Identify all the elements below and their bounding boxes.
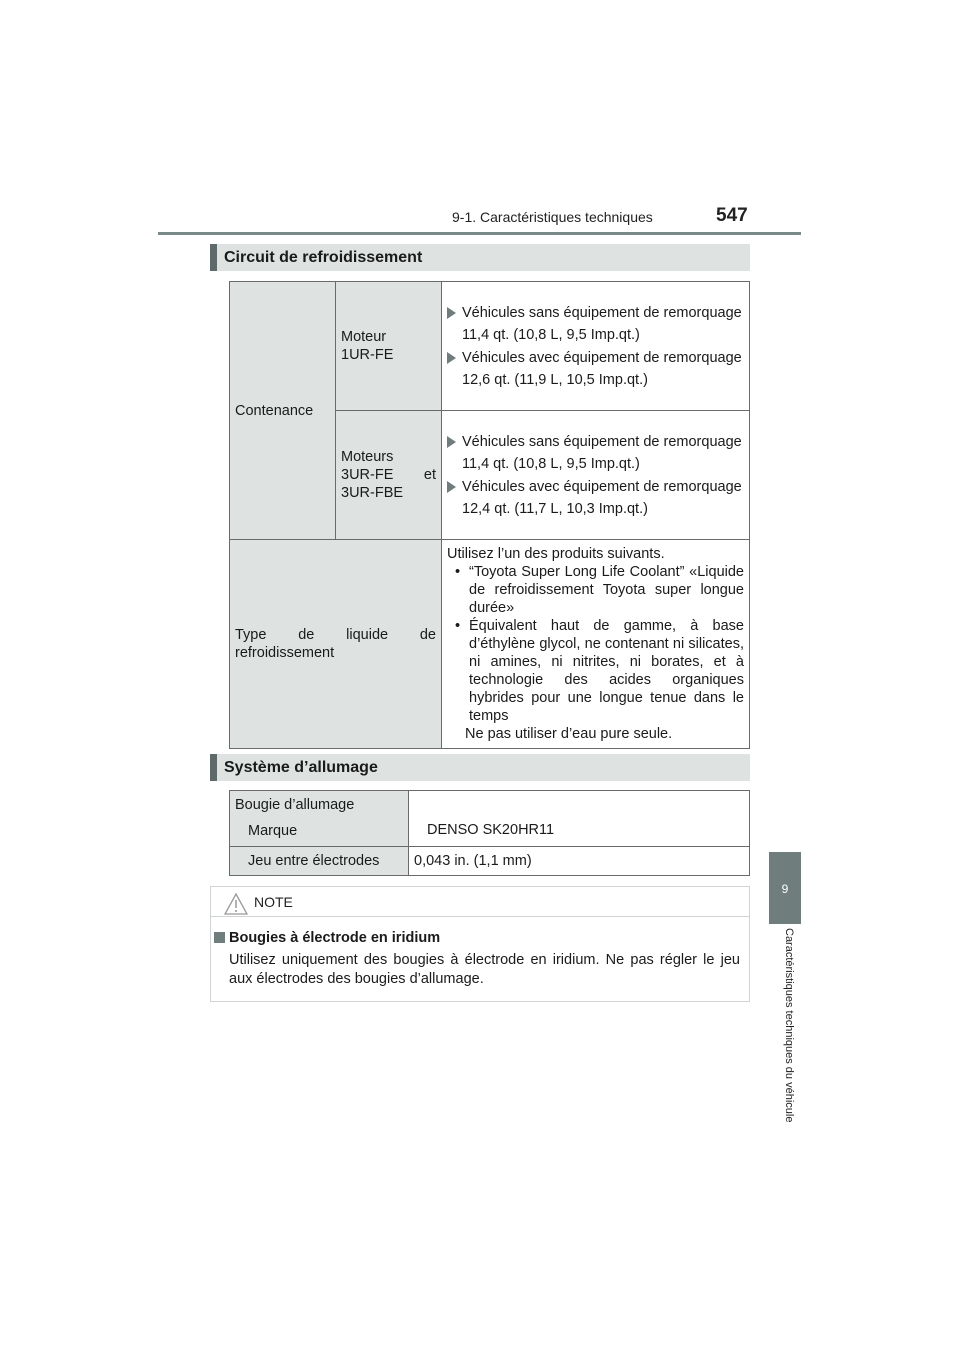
triangle-bullet-icon xyxy=(447,307,456,319)
engine2-label-line1: Moteurs xyxy=(341,449,394,465)
engine2-no-tow-value: 11,4 qt. (10,8 L, 9,5 Imp.qt.) xyxy=(462,455,640,472)
coolant-type-label: Type de liquide de refroidissement xyxy=(230,540,442,749)
list-item xyxy=(447,617,744,725)
list-item xyxy=(447,349,744,367)
triangle-bullet-icon xyxy=(447,436,456,448)
brand-label: Marque xyxy=(248,823,298,839)
engine1-label-text: Moteur 1UR-FE xyxy=(341,329,394,363)
note-label: NOTE xyxy=(254,894,293,910)
engine2-tow-label: Véhicules avec équipement de remorquage xyxy=(462,478,742,495)
header-rule xyxy=(158,232,801,235)
note-divider xyxy=(211,916,749,917)
table-row xyxy=(230,282,750,411)
capacity-label: Contenance xyxy=(230,282,336,540)
cooling-table xyxy=(229,281,750,749)
engine1-no-tow-label: Véhicules sans équipement de remorquage xyxy=(462,304,742,321)
triangle-bullet-icon xyxy=(447,481,456,493)
engine1-no-tow-value: 11,4 qt. (10,8 L, 9,5 Imp.qt.) xyxy=(462,326,640,343)
engine2-label-line3: 3UR-FBE xyxy=(341,485,404,501)
chapter-number: 9 xyxy=(781,882,789,896)
cooling-section-heading: Circuit de refroidissement xyxy=(210,244,750,271)
coolant-option-2: Équivalent haut de gamme, à base d’éthylène glycol, ne contenant ni silicates, ni amines, ni nitrites, ni borates, et à technologie des acides organiques hybrides pour une longue tenue dans le temps xyxy=(469,618,744,724)
page-number: 547 xyxy=(716,205,748,226)
note-body: Utilisez uniquement des bougies à électrode en iridium. Ne pas régler le jeu aux électrodes des bougies d’allumage. xyxy=(229,952,740,987)
bullet-icon: • xyxy=(455,618,461,634)
triangle-bullet-icon xyxy=(447,352,456,364)
spark-plug-cell xyxy=(230,791,409,847)
table-row xyxy=(230,847,750,876)
coolant-intro: Utilisez l’un des produits suivants. xyxy=(447,546,665,562)
table-row xyxy=(230,791,750,847)
coolant-values xyxy=(442,540,750,749)
square-bullet-icon xyxy=(214,932,225,943)
engine1-label xyxy=(336,282,442,411)
list-item xyxy=(447,563,744,617)
ignition-section-heading: Système d’allumage xyxy=(210,754,750,781)
engine2-label xyxy=(336,411,442,540)
list-item xyxy=(447,478,744,496)
engine2-tow-value: 12,4 qt. (11,7 L, 10,3 Imp.qt.) xyxy=(462,500,648,517)
coolant-option-1: “Toyota Super Long Life Coolant” «Liquide de refroidissement Toyota super longue durée» xyxy=(469,564,744,616)
list-item xyxy=(447,304,744,322)
gap-label: Jeu entre électrodes xyxy=(230,847,409,876)
note-heading: Bougies à électrode en iridium xyxy=(229,930,441,946)
engine2-no-tow-label: Véhicules sans équipement de remorquage xyxy=(462,433,742,450)
engine1-tow-value: 12,6 qt. (11,9 L, 10,5 Imp.qt.) xyxy=(462,371,648,388)
list-item xyxy=(447,433,744,451)
bullet-icon: • xyxy=(455,564,461,580)
engine2-values xyxy=(442,411,750,540)
warning-triangle-icon xyxy=(224,893,248,915)
spark-plug-label: Bougie d’allumage xyxy=(235,797,355,813)
chapter-label: Caractéristiques techniques du véhicule xyxy=(783,928,795,1123)
engine1-values xyxy=(442,282,750,411)
ignition-table xyxy=(229,790,750,876)
coolant-warning: Ne pas utiliser d’eau pure seule. xyxy=(465,726,673,742)
table-row xyxy=(230,540,750,749)
section-title: 9-1. Caractéristiques techniques xyxy=(452,209,653,225)
brand-value: DENSO SK20HR11 xyxy=(409,791,750,847)
gap-value: 0,043 in. (1,1 mm) xyxy=(409,847,750,876)
engine2-label-line2: 3UR-FE et xyxy=(341,467,436,483)
engine1-tow-label: Véhicules avec équipement de remorquage xyxy=(462,349,742,366)
